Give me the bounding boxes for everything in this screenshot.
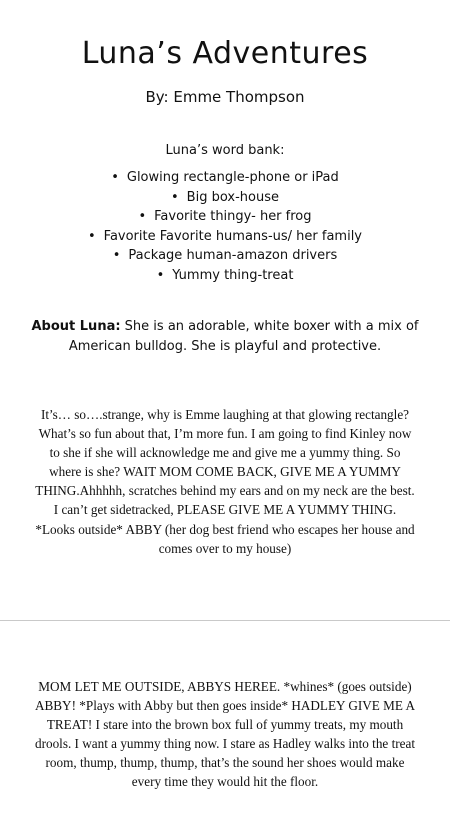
about-luna <box>30 317 420 357</box>
story-paragraph-1: It’s… so….strange, why is Emme laughing at that glowing rectangle? What’s so fun about that, I’m more fun. I am going to find Kinley now to she if she will acknowledge me and give me a yummy thing. So where is she? WAIT MOM COME BACK, GIVE ME A YUMMY THING.Ahhhhh, scratches behind my ears and on my neck are the best. I can’t get sidetracked, PLEASE GIVE ME A YUMMY THING. *Looks outside* ABBY (her dog best friend who escapes her house and comes over to my house) <box>35 407 415 556</box>
word-bank-item: • Big box-house <box>0 188 450 208</box>
word-bank-item: • Favorite Favorite humans-us/ her family <box>0 227 450 247</box>
word-bank-heading: Luna’s word bank: <box>165 143 285 158</box>
author-byline: By: Emme Thompson <box>145 88 305 106</box>
document-title: Luna’s Adventures <box>81 36 369 71</box>
word-bank-list <box>0 168 450 286</box>
page-break-divider <box>0 620 450 621</box>
about-text: She is an adorable, white boxer with a mix of American bulldog. She is playful and protective. <box>68 319 419 354</box>
story-paragraph-2: MOM LET ME OUTSIDE, ABBYS HEREE. *whines* (goes outside) ABBY! *Plays with Abby but then goes inside* HADLEY GIVE ME A TREAT! I stare into the brown box full of yummy treats, my mouth drools. I want a yummy thing now. I stare as Hadley walks into the treat room, thump, thump, thump, that’s the sound her shoes would make every time they would hit the floor. <box>34 679 416 790</box>
word-bank-item: • Favorite thingy- her frog <box>0 207 450 227</box>
word-bank-item: • Package human-amazon drivers <box>0 246 450 266</box>
about-label: About Luna: <box>31 319 121 334</box>
word-bank-item: • Yummy thing-treat <box>0 266 450 286</box>
word-bank-item: • Glowing rectangle-phone or iPad <box>0 168 450 188</box>
